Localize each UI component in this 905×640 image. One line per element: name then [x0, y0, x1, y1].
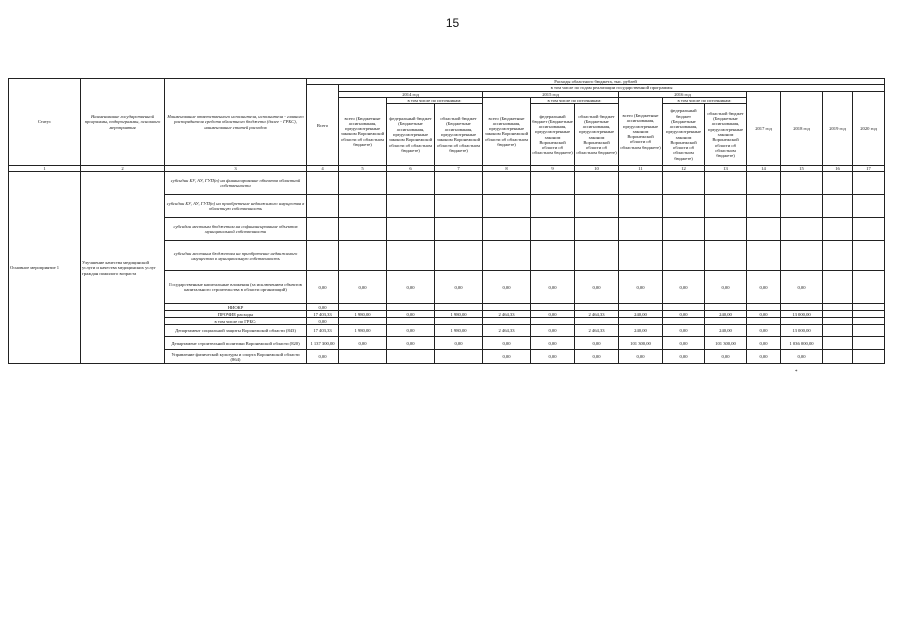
header-2018: 2018 год: [781, 91, 823, 166]
col-num-7: 7: [435, 166, 483, 172]
dep-culture-label: Управление физической культуры и спорта Воронежской области (864): [165, 350, 307, 364]
header-2015-federal: федеральный бюджет (Бюджетные ассигнования, предусмотренные законом Воронежской области об областном бюджете): [531, 104, 575, 166]
header-2016-sources: в том числе по источникам:: [663, 97, 747, 103]
value-cell: 0,00: [663, 271, 705, 304]
value-cell: 0,00: [339, 271, 387, 304]
value-cell: [435, 350, 483, 364]
col-num-17: 17: [853, 166, 885, 172]
value-cell: 0,00: [435, 337, 483, 350]
value-cell: 0,00: [531, 325, 575, 337]
value-cell: 0,00: [307, 350, 339, 364]
grbs-header-label: в том числе по ГРБС:: [165, 318, 307, 325]
col-num-4: 4: [307, 166, 339, 172]
value-cell: 0,00: [663, 337, 705, 350]
header-2014-regional: областной бюджет (Бюджетные ассигнования, предусмотренные законом Воронежской области об областном бюджете): [435, 104, 483, 166]
value-cell: [387, 350, 435, 364]
value-cell: 1 036 000,00: [781, 337, 823, 350]
stray-mark: *: [795, 370, 798, 375]
header-2015-total: всего (Бюджетные ассигнования, предусмотренные законом Воронежской области об областном бюджете): [483, 97, 531, 165]
value-cell: 0,00: [705, 271, 747, 304]
value-cell: 0,00: [747, 311, 781, 318]
value-cell: 0,00: [531, 337, 575, 350]
value-cell: 2 464,33: [483, 311, 531, 318]
header-2016-total: всего (Бюджетные ассигнования, предусмотренные законом Воронежской области об областном бюджете): [619, 97, 663, 165]
header-2019: 2019 год: [823, 91, 853, 166]
header-status: Статус: [9, 79, 81, 166]
value-cell: 0,00: [663, 311, 705, 318]
value-cell: [339, 350, 387, 364]
value-cell: 0,00: [435, 271, 483, 304]
value-cell: 240,00: [705, 311, 747, 318]
header-2014-federal: федеральный бюджет (Бюджетные ассигнования, предусмотренные законом Воронежской области об областном бюджете): [387, 104, 435, 166]
value-cell: 0,00: [531, 311, 575, 318]
col-num-5: 5: [339, 166, 387, 172]
header-2017: 2017 год: [747, 91, 781, 166]
value-cell: 1 137 300,00: [307, 337, 339, 350]
item-label: субсидии БУ, АУ, ГУП(п) на финансирование объектов областной собственности: [165, 172, 307, 195]
value-cell: 1 980,00: [339, 325, 387, 337]
value-cell: 1 980,00: [339, 311, 387, 318]
value-cell: 0,00: [619, 271, 663, 304]
value-cell: 0,00: [483, 271, 531, 304]
value-cell: 0,00: [387, 271, 435, 304]
value-cell: 2 464,33: [483, 325, 531, 337]
col-num-15: 15: [781, 166, 823, 172]
value-cell: 240,00: [619, 311, 663, 318]
value-cell: 101 300,00: [619, 337, 663, 350]
col-num-3: 3: [165, 166, 307, 172]
value-cell: 17 403,33: [307, 311, 339, 318]
col-num-14: 14: [747, 166, 781, 172]
header-year-2015: 2015 год: [483, 91, 619, 97]
header-2020: 2020 год: [853, 91, 885, 166]
status-cell: Основное мероприятие 1: [9, 172, 81, 364]
measure-name-cell: Улучшение качества медицинской услуги и качества медицинских услуг граждан пожилого возраста: [81, 172, 165, 364]
budget-table: [8, 78, 885, 364]
col-num-6: 6: [387, 166, 435, 172]
value-cell: 0,00: [575, 337, 619, 350]
value-cell: 0,00: [339, 337, 387, 350]
col-num-12: 12: [663, 166, 705, 172]
value-cell: 101 300,00: [705, 337, 747, 350]
header-2014-sources: в том числе по источникам:: [387, 97, 483, 103]
value-cell: 0,00: [483, 337, 531, 350]
value-cell: 240,00: [705, 325, 747, 337]
value-cell: 0,00: [747, 350, 781, 364]
value-cell: 0,00: [747, 325, 781, 337]
value-cell: 0,00: [747, 337, 781, 350]
header-year-2016: 2016 год: [619, 91, 747, 97]
col-num-8: 8: [483, 166, 531, 172]
page-number: 15: [445, 16, 460, 30]
value-cell: 0,00: [663, 325, 705, 337]
header-2015-regional: областной бюджет (Бюджетные ассигнования, предусмотренные законом Воронежской области об областном бюджете): [575, 104, 619, 166]
dep-construction-label: Департамент строительной политики Воронежской области (820): [165, 337, 307, 350]
value-cell: 240,00: [619, 325, 663, 337]
value-cell: 0,00: [307, 271, 339, 304]
col-num-16: 16: [823, 166, 853, 172]
value-cell: 2 464,33: [575, 325, 619, 337]
value-cell: 1 980,00: [435, 311, 483, 318]
value-cell: 0,00: [531, 271, 575, 304]
prochie-label: ПРОЧИЕ расходы: [165, 311, 307, 318]
value-cell: 0,00: [531, 350, 575, 364]
item-label: субсидии местным бюджетам на софинансирование объектов муниципальной собственности: [165, 218, 307, 241]
dep-health-label: Департамент социальной защиты Воронежской области (843): [165, 325, 307, 337]
item-label: субсидии местным бюджетам на приобретение недвижимого имущества в муниципальную собственность: [165, 241, 307, 271]
header-program-name: Наименование государственной программы, подпрограммы, основного мероприятия: [81, 79, 165, 166]
item-label: субсидии БУ, АУ, ГУП(п) на приобретение недвижимого имущества в областную собственность: [165, 195, 307, 218]
col-num-11: 11: [619, 166, 663, 172]
value-cell: 0,00: [781, 271, 823, 304]
value-cell: 0,00: [387, 325, 435, 337]
value-cell: 0,00: [575, 271, 619, 304]
col-num-1: 1: [9, 166, 81, 172]
niokr-label: НИОКР: [165, 304, 307, 311]
state-investment-label: Государственные капитальные вложения (за исключением объектов капитального строительства в области организаций): [165, 271, 307, 304]
value-cell: 0,00: [663, 350, 705, 364]
col-num-9: 9: [531, 166, 575, 172]
header-2016-federal: федеральный бюджет (Бюджетные ассигнования, предусмотренные законом Воронежской области об областном бюджете): [663, 104, 705, 166]
header-year-2014: 2014 год: [339, 91, 483, 97]
header-2015-sources: в том числе по источникам:: [531, 97, 619, 103]
value-cell: 0,00: [575, 350, 619, 364]
header-2016-regional: областной бюджет (Бюджетные ассигнования, предусмотренные законом Воронежской области об областном бюджете): [705, 104, 747, 166]
value-cell: 2 464,33: [575, 311, 619, 318]
value-cell: 0,00: [387, 337, 435, 350]
value-cell: 0,00: [619, 350, 663, 364]
col-num-10: 10: [575, 166, 619, 172]
value-cell: 1 980,00: [435, 325, 483, 337]
value-cell: 17 403,33: [307, 325, 339, 337]
col-num-2: 2: [81, 166, 165, 172]
value-cell: 0,00: [781, 350, 823, 364]
header-total: Всего: [307, 85, 339, 166]
header-2014-total: всего (Бюджетные ассигнования, предусмотренные законом Воронежской области об областном бюджете): [339, 97, 387, 165]
value-cell: 13 000,00: [781, 325, 823, 337]
header-in-program: в том числе по годам реализации государственной программы: [339, 85, 885, 91]
value-cell: 0,00: [307, 304, 339, 311]
value-cell: 13 000,00: [781, 311, 823, 318]
value-cell: 0,00: [747, 271, 781, 304]
value-cell: 0,00: [387, 311, 435, 318]
header-executor: Наименование ответственного исполнителя, исполнителя - главного распорядителя средств областного бюджета (далее - ГРБС), наименование статей расходов: [165, 79, 307, 166]
table-row: [9, 172, 885, 195]
col-num-13: 13: [705, 166, 747, 172]
value-cell: 0,00: [307, 318, 339, 325]
value-cell: 0,00: [483, 350, 531, 364]
header-expenses: Расходы областного бюджета, тыс. рублей: [307, 79, 885, 85]
value-cell: 0,00: [705, 350, 747, 364]
